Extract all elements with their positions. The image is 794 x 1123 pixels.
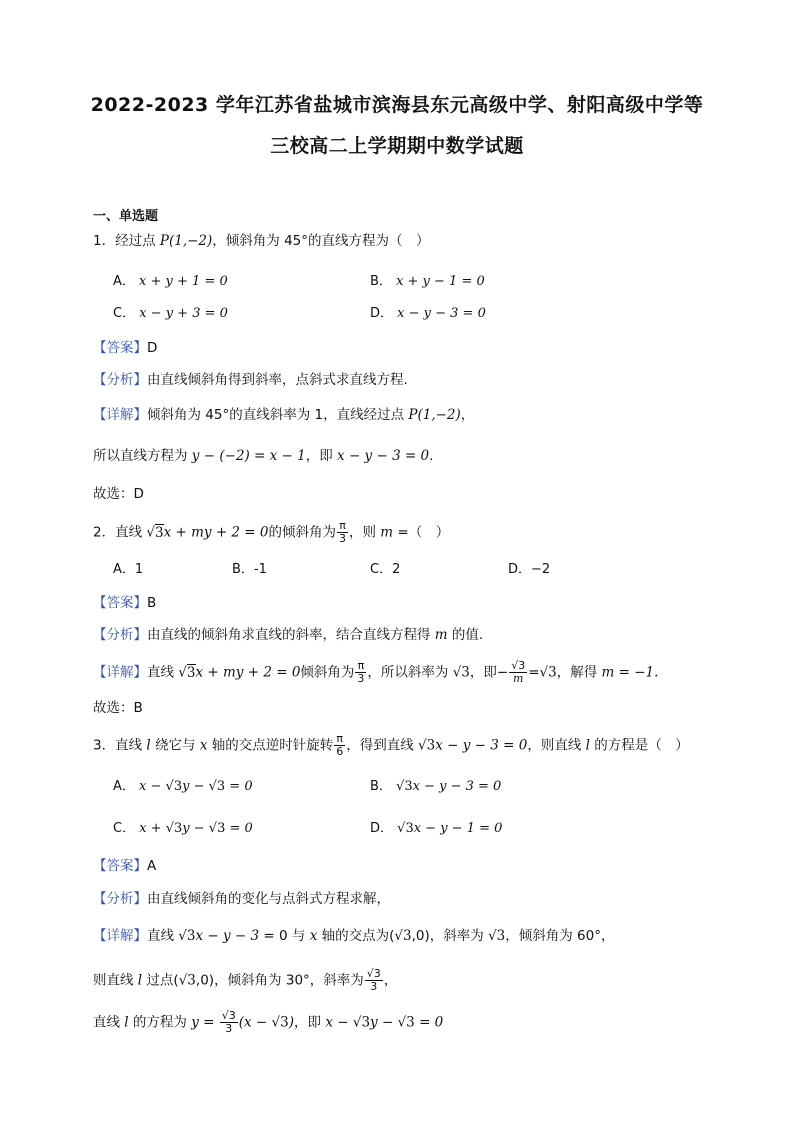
q1-option-a: A． x + y + 1 = 0 — [113, 274, 228, 289]
q3-detail-line3: 直线 l 的方程为 y = $\frac{√3}{3}$ (x − √3)，即 x − √3y − √3 = 0 — [93, 1009, 444, 1035]
q1-option-b: B． x + y − 1 = 0 — [370, 274, 485, 289]
q1-detail-line2: 所以直线方程为 y − (−2) = x − 1，即 x − y − 3 = 0. — [93, 448, 434, 464]
q3-option-d: D． √3x − y − 1 = 0 — [370, 821, 503, 836]
question-2: 2．直线 √3x + my + 2 = 0的倾斜角为 $\frac{\pi}{3}$ ，则 m =（ ） — [93, 519, 450, 545]
page-title-line1: 2022-2023 学年江苏省盐城市滨海县东元高级中学、射阳高级中学等 — [90, 94, 704, 116]
q2-option-b: B．-1 — [232, 562, 267, 577]
q2-option-d: D．−2 — [508, 562, 551, 577]
q3-option-a: A． x − √3y − √3 = 0 — [113, 779, 253, 794]
question-3: 3．直线 l 绕它与 x 轴的交点逆时针旋转 $\frac{\pi}{6}$ ，得到直线 √3x − y − 3 = 0，则直线 l 的方程是（ ） — [93, 732, 689, 758]
section-heading: 一、单选题 — [93, 209, 159, 224]
q1-option-c: C． x − y + 3 = 0 — [113, 306, 228, 321]
question-1: 1．经过点 P(1,−2)，倾斜角为 45°的直线方程为（ ） — [93, 233, 430, 249]
q2-answer: 【答案】B — [93, 595, 157, 611]
q2-detail: 【详解】直线 √3x + my + 2 = 0倾斜角为 $\frac{\pi}{3}$ ，所以斜率为 √3，即− $\frac{√3}{m}$ =√3，解得 m = −1. — [93, 659, 659, 685]
q3-option-c: C． x + √3y − √3 = 0 — [113, 821, 253, 836]
q3-answer: 【答案】A — [93, 858, 157, 874]
q1-option-d: D． x − y − 3 = 0 — [370, 306, 486, 321]
page-title-line2: 三校高二上学期期中数学试题 — [270, 135, 524, 157]
q3-analysis: 【分析】由直线倾斜角的变化与点斜式方程求解， — [93, 891, 390, 907]
q2-choice: 故选：B — [93, 700, 143, 716]
q2-option-a: A．1 — [113, 562, 144, 577]
q1-answer: 【答案】D — [93, 340, 158, 356]
q3-detail-line2: 则直线 l 过点(√3,0)，倾斜角为 30°，斜率为 $\frac{√3}{3}$ ， — [93, 967, 398, 993]
q2-analysis: 【分析】由直线的倾斜角求直线的斜率，结合直线方程得 m 的值. — [93, 627, 484, 643]
q1-detail: 【详解】倾斜角为 45°的直线斜率为 1，直线经过点 P(1,−2)， — [93, 407, 475, 423]
q2-option-c: C．2 — [370, 562, 401, 577]
q1-choice: 故选：D — [93, 486, 144, 502]
q3-option-b: B． √3x − y − 3 = 0 — [370, 779, 502, 794]
q1-analysis: 【分析】由直线倾斜角得到斜率，点斜式求直线方程. — [93, 372, 408, 388]
q3-detail: 【详解】直线 √3x − y − 3 = 0 与 x 轴的交点为(√3,0)，斜率为 √3，倾斜角为 60°， — [93, 928, 615, 944]
